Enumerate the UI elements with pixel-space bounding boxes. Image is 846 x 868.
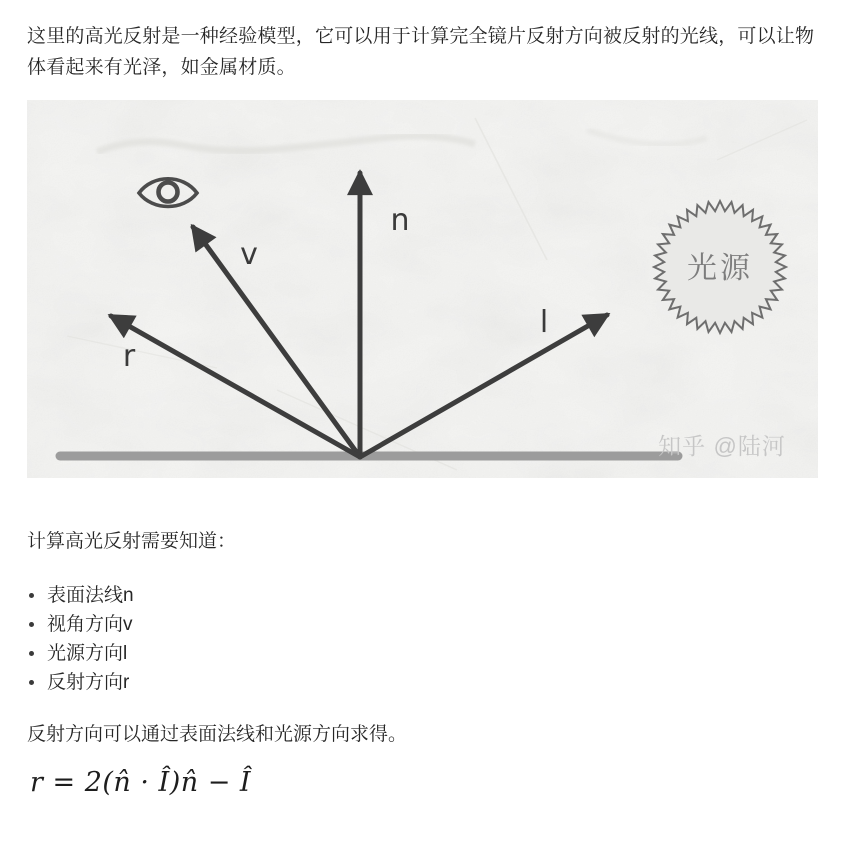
requirements-list: [27, 581, 833, 697]
reflection-note: 反射方向可以通过表面法线和光源方向求得。: [27, 724, 408, 745]
intro-paragraph: 这里的高光反射是一种经验模型，它可以用于计算完全镜片反射方向被反射的光线，可以让物体看起来有光泽，如金属材质。: [27, 26, 815, 78]
reflection-formula: r = 2(n̂ · Î)n̂ − Î: [30, 767, 252, 798]
list-item-light-direction: 光源方向l: [27, 639, 833, 668]
list-item-surface-normal: 表面法线n: [27, 581, 833, 610]
watermark-text: 知乎 @陆河: [658, 433, 786, 459]
reflect-vector-label: r: [122, 339, 136, 374]
article-content: [27, 21, 833, 801]
specular-reflection-figure: [27, 100, 818, 478]
reflection-diagram: [27, 100, 818, 478]
light-vector-label: l: [539, 305, 549, 340]
light-source-label: 光源: [687, 252, 753, 285]
list-item-view-direction: 视角方向v: [27, 610, 833, 639]
list-item-reflect-direction: 反射方向r: [27, 668, 833, 697]
requirements-heading: 计算高光反射需要知道：: [27, 531, 237, 552]
normal-vector-label: n: [390, 203, 410, 238]
view-vector-label: v: [240, 237, 258, 272]
